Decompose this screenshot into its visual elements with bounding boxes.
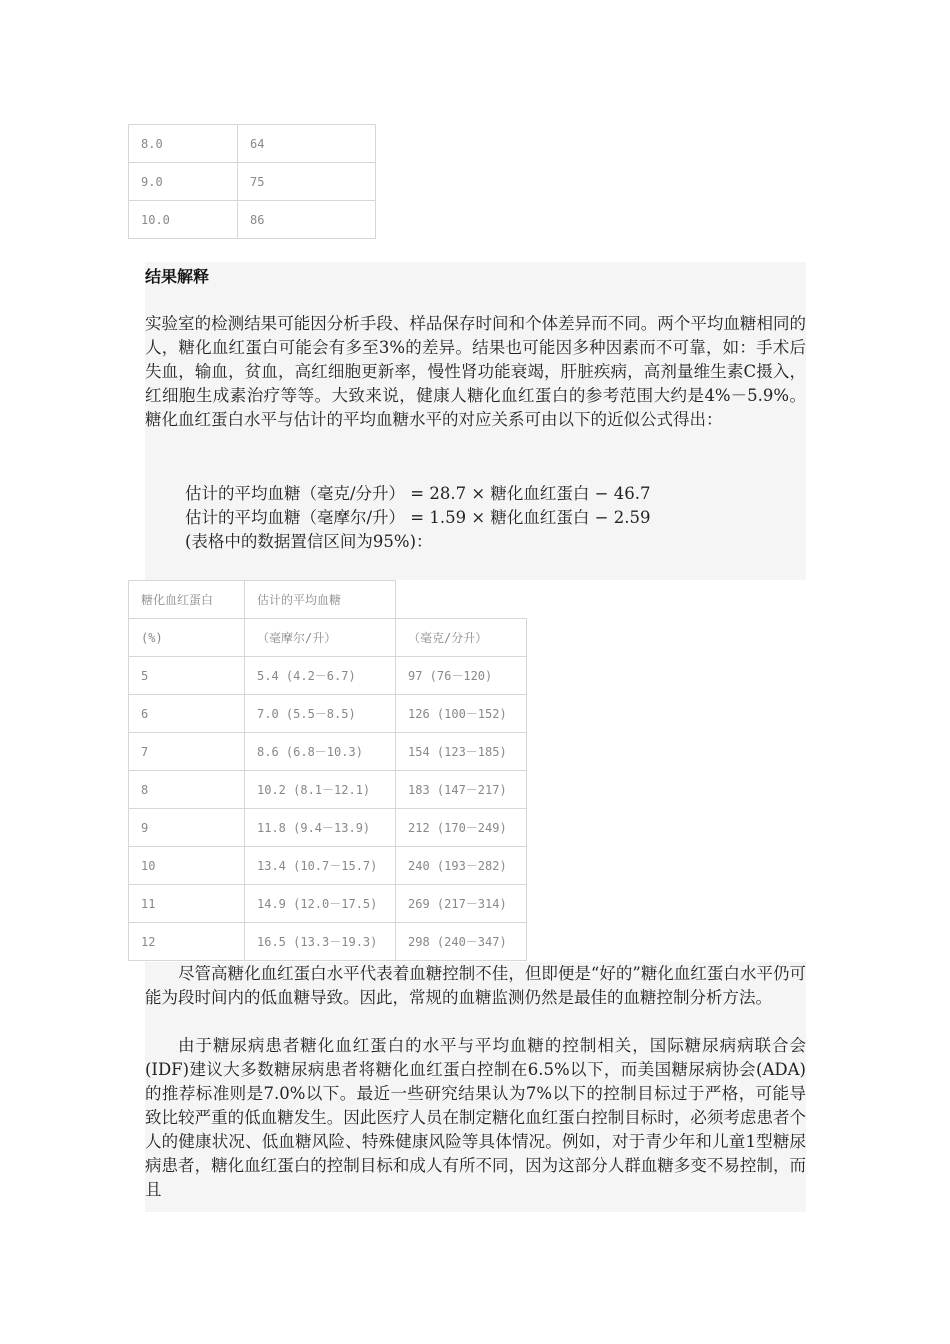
table-cell: 6 (129, 695, 245, 733)
table-cell: 75 (238, 163, 376, 201)
table-row (129, 809, 527, 847)
table-cell: 14.9 (12.0－17.5) (245, 885, 396, 923)
table-cell: 126 (100－152) (396, 695, 527, 733)
table-cell: 13.4 (10.7－15.7) (245, 847, 396, 885)
table-row (129, 125, 376, 163)
table-cell: 10.2 (8.1－12.1) (245, 771, 396, 809)
table-row (129, 885, 527, 923)
table-row (129, 695, 527, 733)
table-cell: 64 (238, 125, 376, 163)
table-cell: 11.8 (9.4－13.9) (245, 809, 396, 847)
table-cell: 7 (129, 733, 245, 771)
table-row (129, 923, 527, 961)
closing-section (145, 962, 806, 1212)
table-cell: 269 (217－314) (396, 885, 527, 923)
formula-mmol-l: 估计的平均血糖（毫摩尔/升） = 1.59 × 糖化血红蛋白 − 2.59 (185, 508, 651, 527)
table-cell: 10 (129, 847, 245, 885)
formula-mg-dl: 估计的平均血糖（毫克/分升） = 28.7 × 糖化血红蛋白 − 46.7 (185, 484, 651, 503)
table-header-row (129, 581, 527, 619)
table-cell: 212 (170－249) (396, 809, 527, 847)
result-interpretation-section (145, 262, 806, 580)
table-row (129, 201, 376, 239)
table-header-cell: 估计的平均血糖 (245, 581, 396, 619)
confidence-note: (表格中的数据置信区间为95%)： (185, 532, 433, 551)
table-cell: 11 (129, 885, 245, 923)
hba1c-glucose-table-top (128, 124, 376, 239)
hba1c-average-glucose-table (128, 580, 527, 961)
table-header-cell: 糖化血红蛋白 (129, 581, 245, 619)
table-header-cell: （毫摩尔/升） (245, 619, 396, 657)
section-heading: 结果解释 (145, 267, 210, 286)
table-cell: 154 (123－185) (396, 733, 527, 771)
table-cell: 240 (193－282) (396, 847, 527, 885)
table-cell: 298 (240－347) (396, 923, 527, 961)
table-cell: 8 (129, 771, 245, 809)
table-cell: 86 (238, 201, 376, 239)
table-row (129, 657, 527, 695)
table-cell: 9.0 (129, 163, 238, 201)
table-cell: 8.0 (129, 125, 238, 163)
table-cell: 10.0 (129, 201, 238, 239)
table-cell: 9 (129, 809, 245, 847)
table-header-cell: (%) (129, 619, 245, 657)
table-cell: 5.4 (4.2－6.7) (245, 657, 396, 695)
interpretation-paragraph: 实验室的检测结果可能因分析手段、样品保存时间和个体差异而不同。两个平均血糖相同的人，糖化血红蛋白可能会有多至3%的差异。结果也可能因多种因素而不可靠，如：手术后失血，输血，贫血，高红细胞更新率，慢性肾功能衰竭，肝脏疾病，高剂量维生素C摄入，红细胞生成素治疗等等。大致来说，健康人糖化血红蛋白的参考范围大约是4%－5.9%。糖化血红蛋白水平与估计的平均血糖水平的对应关系可由以下的近似公式得出： (145, 314, 806, 429)
table-cell: 16.5 (13.3－19.3) (245, 923, 396, 961)
table-header-row (129, 619, 527, 657)
table-cell: 183 (147－217) (396, 771, 527, 809)
table-cell: 8.6 (6.8－10.3) (245, 733, 396, 771)
table-cell: 12 (129, 923, 245, 961)
table-header-cell: （毫克/分升） (396, 619, 527, 657)
table-cell: 7.0 (5.5－8.5) (245, 695, 396, 733)
table-row (129, 847, 527, 885)
table-cell: 5 (129, 657, 245, 695)
table-row (129, 771, 527, 809)
control-target-paragraph: 由于糖尿病患者糖化血红蛋白的水平与平均血糖的控制相关，国际糖尿病病联合会(IDF)建议大多数糖尿病患者将糖化血红蛋白控制在6.5%以下，而美国糖尿病协会(ADA)的推荐标准则是7.0%以下。最近一些研究结果认为7%以下的控制目标过于严格，可能导致比较严重的低血糖发生。因此医疗人员在制定糖化血红蛋白控制目标时，必须考虑患者个人的健康状况、低血糖风险、特殊健康风险等具体情况。例如，对于青少年和儿童1型糖尿病患者，糖化血红蛋白的控制目标和成人有所不同，因为这部分人群血糖多变不易控制，而且 (145, 1036, 806, 1199)
table-row (129, 163, 376, 201)
monitoring-paragraph: 尽管高糖化血红蛋白水平代表着血糖控制不佳，但即便是“好的”糖化血红蛋白水平仍可能为段时间内的低血糖导致。因此，常规的血糖监测仍然是最佳的血糖控制分析方法。 (145, 964, 806, 1007)
table-row (129, 733, 527, 771)
table-cell: 97 (76－120) (396, 657, 527, 695)
table-empty-cell (396, 581, 527, 619)
